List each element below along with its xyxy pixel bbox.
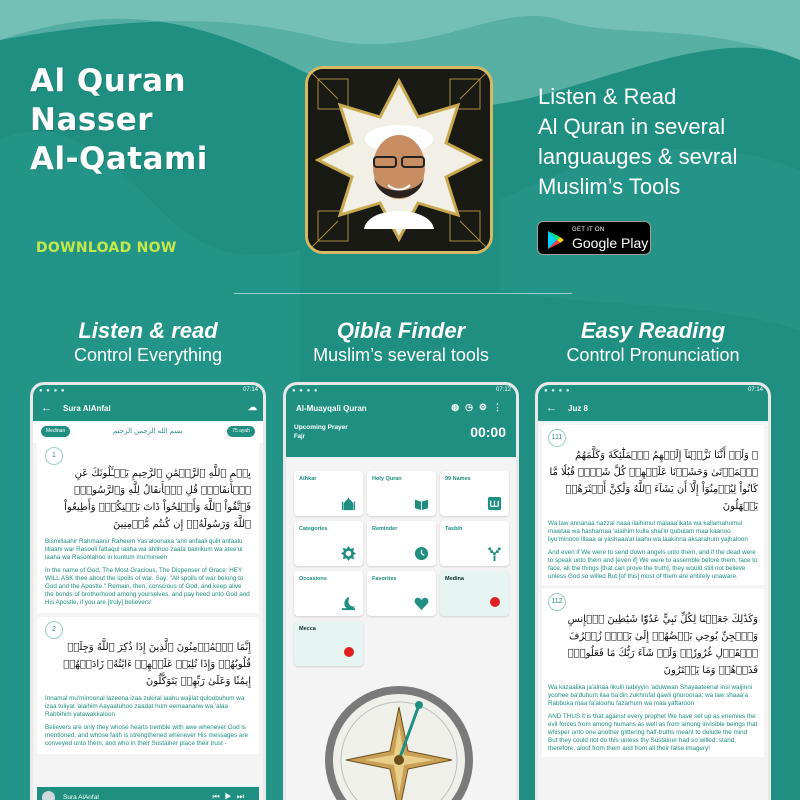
verse-number: 111 — [548, 429, 566, 447]
mosque-icon — [341, 496, 356, 511]
tile-label: Medina — [445, 576, 464, 582]
player-controls[interactable] — [212, 792, 249, 800]
feature-heading-2: Qibla Finder — [336, 318, 466, 343]
section-divider — [234, 293, 572, 294]
tile-label: Categories — [299, 526, 328, 532]
tagline-line-1: Listen & Read — [538, 84, 677, 109]
status-bar — [33, 385, 263, 397]
phone-screen-juz — [535, 382, 771, 800]
verse-card[interactable] — [37, 443, 259, 613]
cloud-download-icon[interactable]: ☁ — [248, 402, 257, 412]
verse-translation: In the name of God, The Most Gracious, The Dispenser of Grace: HEY WILL ASK thee about the spoils of war. Say: "All spoils of war belong to God and the Apostle." Remain, then, conscious of God, and keep alive the bonds of brotherhood among yourselves, and pay heed unto God and His Apostle, if you are [truly] believers! — [45, 567, 250, 606]
phone-screen-reader — [30, 382, 266, 800]
reciter-portrait-icon — [308, 69, 490, 251]
app-title-line-3: Al-Qatami — [30, 140, 208, 177]
verse-number: 2 — [45, 621, 63, 639]
feature-sub-1: Control Everything — [73, 345, 223, 365]
previous-icon[interactable]: ⏮ — [212, 792, 225, 800]
tile-tasbih[interactable] — [440, 521, 509, 566]
tile-label: Tasbih — [445, 526, 463, 532]
tile-label: 99 Names — [445, 476, 471, 482]
status-time: 07:14 — [747, 387, 763, 393]
google-play-badge[interactable] — [537, 221, 651, 255]
feature-heading-3: Easy Reading — [580, 318, 726, 343]
badge-small-text: GET IT ON — [572, 227, 605, 233]
screen-title: Juz 8 — [568, 404, 589, 413]
more-icon[interactable]: ⋮ — [493, 402, 508, 412]
prayer-label: Upcoming Prayer — [294, 424, 348, 431]
verse-transliteration: Wa kazaalika ja'alnaa likulli nabiyyin 'aduwwan Shayaateenal insi waljinni yoohee ba'duhum ilaa ba'din zukhrufal qawli ghurooraa; wa law shaaa'a Rabbuka maa fa'aloohu fazarhum wa maa yaftaroon — [548, 684, 753, 707]
live-indicator-icon — [344, 647, 354, 657]
tile-mecca[interactable] — [294, 621, 363, 666]
screen-title: Al-Muayqali Quran — [296, 404, 367, 413]
tagline-line-4: Muslim’s Tools — [538, 174, 681, 199]
play-icon[interactable]: ▶ — [224, 792, 237, 800]
verse-card[interactable] — [542, 425, 764, 585]
tile-label: Favorites — [372, 576, 397, 582]
book-icon — [414, 496, 429, 511]
live-indicator-icon — [490, 597, 500, 607]
app-title — [30, 62, 208, 178]
app-bar — [538, 397, 768, 421]
verse-number: 1 — [45, 447, 63, 465]
prayer-countdown: 00:00 — [470, 424, 506, 440]
tile-label: Athkar — [299, 476, 317, 482]
settings-icon[interactable]: ⚙ — [478, 402, 493, 412]
back-arrow-icon[interactable]: ← — [41, 402, 52, 414]
phone-screen-tools — [283, 382, 519, 800]
history-icon[interactable]: ◷ — [465, 402, 479, 412]
tile-occasions[interactable] — [294, 571, 363, 616]
app-title-line-1: Al Quran — [30, 63, 187, 99]
tile-holy-quran[interactable] — [367, 471, 436, 516]
verse-card[interactable] — [37, 617, 259, 754]
clock-icon — [414, 546, 429, 561]
verse-arabic: بِسۡمِ ٱللَّهِ ٱلرَّحۡمَٰنِ ٱلرَّحِيمِ يَسۡـَٔلُونَكَ عَنِ ٱلۡأَنفَالِۖ قُلِ ٱلۡأَنفَالُ لِلَّهِ وَٱلرَّسُولِۖ فَٱتَّقُواْ ٱللَّهَ وَأَصۡلِحُواْ ذَاتَ بَيۡنِكُمۡۖ وَأَطِيعُواْ ٱللَّهَ وَرَسُولَهُۥٓ إِن كُنتُم مُّؤۡمِنِينَ — [64, 468, 251, 530]
screen-title: Sura AlAnfal — [63, 404, 111, 413]
app-icon — [305, 66, 493, 254]
feature-heading-1: Listen & read — [78, 318, 218, 343]
app-bar — [33, 397, 263, 421]
app-title-line-2: Nasser — [30, 101, 154, 138]
qibla-compass[interactable] — [324, 685, 474, 800]
tile-categories[interactable] — [294, 521, 363, 566]
album-art-icon — [42, 791, 55, 800]
tools-grid — [294, 471, 510, 671]
verse-number: 112 — [548, 593, 566, 611]
tile-athkar[interactable] — [294, 471, 363, 516]
status-time: 07:12 — [495, 387, 511, 393]
app-bar — [286, 397, 516, 421]
badge-large-text: Google Play — [572, 235, 649, 251]
tagline-line-3: languauges & sevral — [538, 144, 738, 169]
status-icons: ● ● ● ● — [292, 388, 319, 394]
tile-label: Holy Quran — [372, 476, 402, 482]
heart-icon — [414, 596, 429, 611]
back-arrow-icon[interactable]: ← — [546, 402, 557, 414]
status-icons: ● ● ● ● — [544, 388, 571, 394]
status-time: 07:14 — [242, 387, 258, 393]
status-bar — [286, 385, 516, 397]
feature-caption-2 — [281, 318, 521, 366]
verse-arabic: إِنَّمَا ٱلۡمُؤۡمِنُونَ ٱلَّذِينَ إِذَا ذُكِرَ ٱللَّهُ وَجِلَتۡ قُلُوبُهُمۡ وَإِذَا تُلِيَتۡ عَلَيۡهِمۡ ءَايَٰتُهُۥ زَادَتۡهُمۡ إِيمَٰنٗا وَعَلَىٰ رَبِّهِمۡ يَتَوَكَّلُونَ — [63, 642, 251, 687]
feature-caption-3 — [533, 318, 773, 366]
tile-99-names[interactable] — [440, 471, 509, 516]
download-now-label[interactable]: DOWNLOAD NOW — [36, 240, 177, 256]
feature-caption-1 — [28, 318, 268, 366]
verse-transliteration: Wa law annanaa nazzal naaa ilaihimul malaaa'ikata wa kallamahumul mawtaa wa hasharnaa 'alaihim kulla shai'in qubulam maa kaanoo liyu'minooo illaaa ai yashaaa'al laahu wa laakinna aksarahum yajhaloon — [548, 520, 748, 543]
globe-icon[interactable]: ◍ — [451, 402, 466, 412]
verse-card[interactable] — [542, 589, 764, 757]
toolbar-actions[interactable] — [451, 402, 508, 413]
verse-transliteration: Innamal mu'minoonal lazeena izaa zukiral laahu wajilat quloobuhum wa izaa tuliyat 'alaihim Aayaatuhoo zaadat hum eemaananw wa 'alaa Rabbihim yatawakkaloon — [45, 695, 245, 718]
tagline — [538, 82, 737, 202]
google-play-icon — [546, 230, 566, 250]
verse-translation: And even if We were to send down angels unto them, and if the dead were to speak unto them and [even if] We were to assemble before them, face to face, all the things [that can prove the truth], they would still not believe unless God so willed But [of this] most of them are entirely unaware. — [548, 549, 758, 580]
prayer-beads-icon — [487, 546, 502, 561]
verse-translation: AND THUS it is that against every prophet We have set up as enemies the evil forces from among humans as well as from among invisible beings that whisper unto one another glittering half-truths meant to delude the mind But they could not do this unless thy Sustainer had so willed: stand, therefore, aloof from them and from all their false imagery! — [548, 713, 758, 752]
tile-label: Mecca — [299, 626, 316, 632]
verse-transliteration: Bismillaahir Rahmaanir Raheem Yas'aloonaka 'anil anfaali qulil anfaalu lillaahi war Rasooli fattaqul laaha wa ahlihoo zaata bainikum wa atee'ul laaha wa Rasoolahoo in kuntum mu'mineen — [45, 538, 243, 561]
status-icons: ● ● ● ● — [39, 388, 66, 394]
next-icon[interactable]: ⏭ — [236, 792, 249, 800]
revelation-badge: Medinan — [41, 426, 70, 437]
prayer-name: Fajr — [294, 434, 306, 440]
feature-sub-3: Control Pronunciation — [566, 345, 740, 365]
basmala-text: بسم الله الرحمن الرحيم — [113, 428, 183, 435]
verse-translation: Believers are only they whose hearts tremble with awe whenever God is mentioned, and whose faith is strengthened whenever His messages are conveyed unto them, and who in their Sustainer place their trust - — [45, 724, 249, 747]
tile-medina[interactable] — [440, 571, 509, 616]
audio-player-bar[interactable] — [37, 787, 259, 800]
feature-sub-2: Muslim’s several tools — [313, 345, 489, 365]
player-title: Sura AlAnfal — [63, 794, 99, 800]
tile-label: Reminder — [372, 526, 398, 532]
tile-label: Occasions — [299, 576, 327, 582]
names-icon — [487, 496, 502, 511]
verse-arabic: وَكَذَٰلِكَ جَعَلۡنَا لِكُلِّ نَبِيٍّ عَدُوّٗا شَيَٰطِينَ ٱلۡإِنسِ وَٱلۡجِنِّ يُوحِي بَعۡضُهُمۡ إِلَىٰ بَعۡضٖ زُخۡرُفَ ٱلۡقَوۡلِ غُرُورٗاۚ وَلَوۡ شَآءَ رَبُّكَ مَا فَعَلُوهُۖ فَذَرۡهُمۡ وَمَا يَفۡتَرُونَ — [567, 614, 758, 676]
ayah-count-badge: 75 ayah — [227, 426, 255, 437]
crescent-icon — [341, 596, 356, 611]
star-badge-icon — [341, 546, 356, 561]
verse-arabic: ۞ وَلَوۡ أَنَّنَا نَزَّلۡنَآ إِلَيۡهِمُ ٱلۡمَلَٰٓئِكَةَ وَكَلَّمَهُمُ ٱلۡمَوۡتَىٰ وَحَشَرۡنَا عَلَيۡهِمۡ كُلَّ شَيۡءٖ قُبُلٗا مَّا كَانُواْ لِيُؤۡمِنُوٓاْ إِلَّآ أَن يَشَآءَ ٱللَّهُ وَلَٰكِنَّ أَكۡثَرَهُمۡ يَجۡهَلُونَ — [549, 450, 758, 512]
status-bar — [538, 385, 768, 397]
tile-reminder[interactable] — [367, 521, 436, 566]
sura-info-bar — [33, 421, 263, 443]
tile-favorites[interactable] — [367, 571, 436, 616]
tagline-line-2: Al Quran in several — [538, 114, 726, 139]
upcoming-prayer-panel — [286, 421, 516, 457]
